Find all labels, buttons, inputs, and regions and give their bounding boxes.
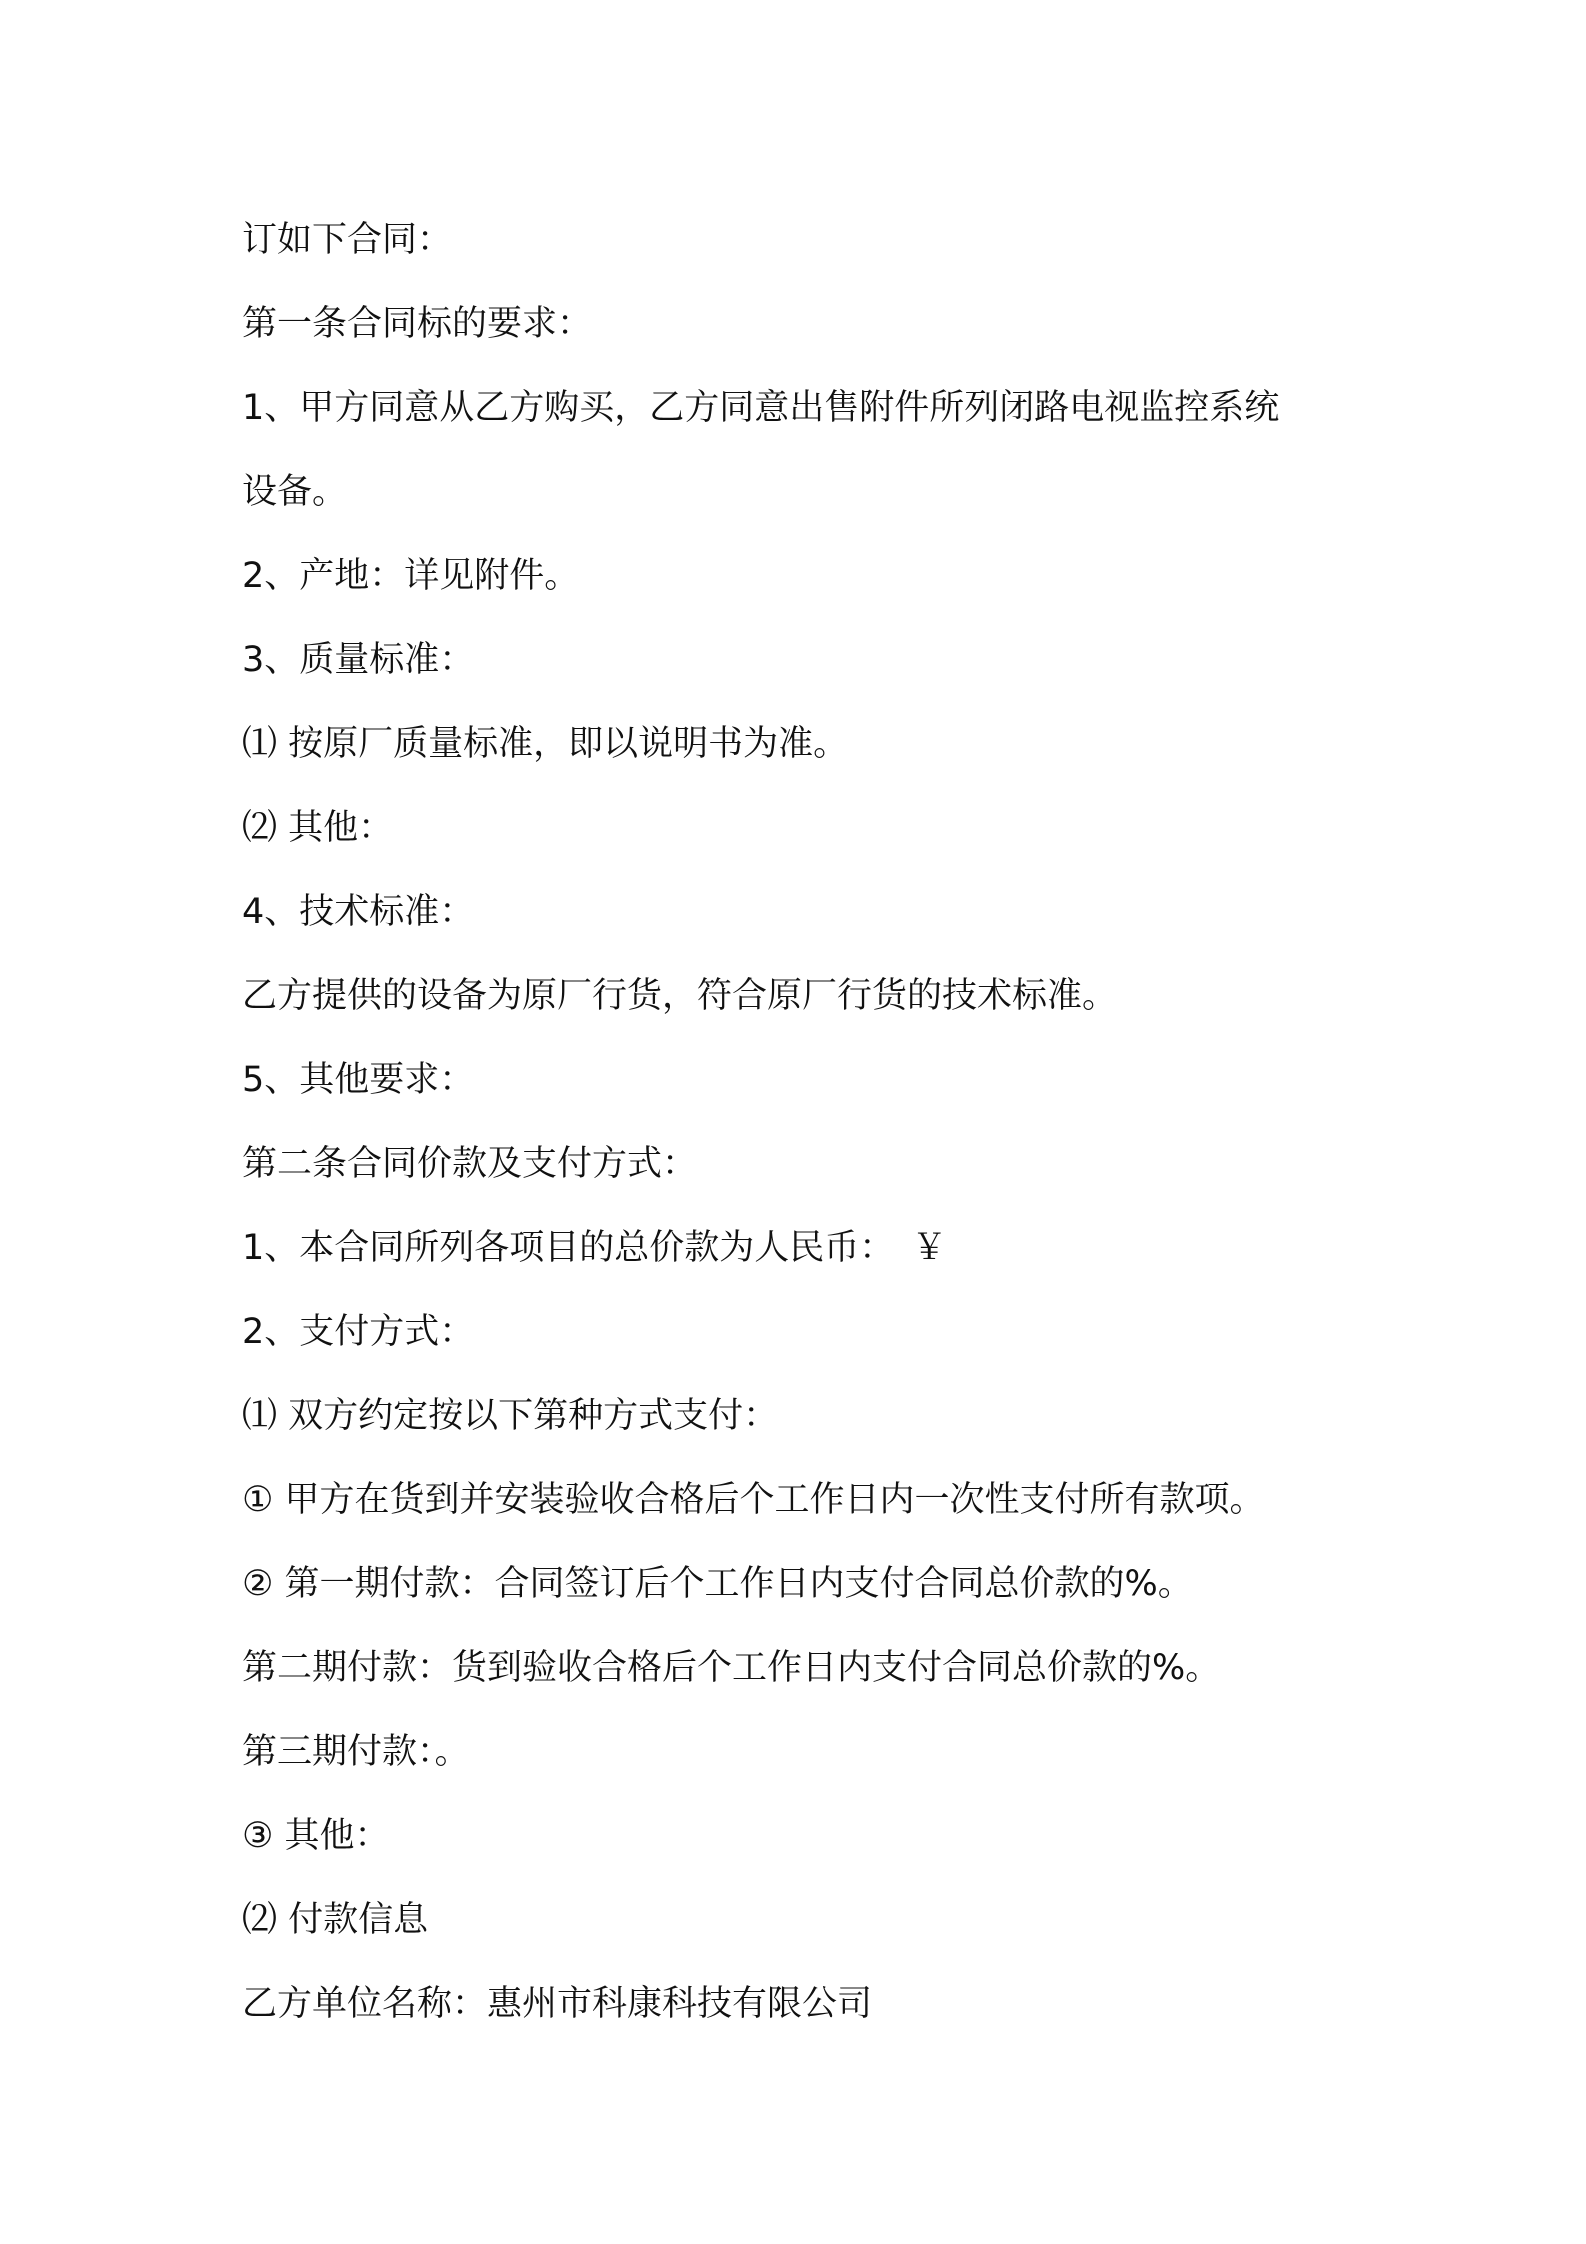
text-line-item-1-cont: 设备。	[242, 472, 348, 512]
text-line-item-5-other: 5、其他要求：	[242, 1060, 475, 1100]
text-line-intro: 订如下合同：	[242, 220, 453, 260]
text-line-payment-info: ⑵ 付款信息	[242, 1900, 429, 1940]
text-line-payment-option-1: ① 甲方在货到并安装验收合格后个工作日内一次性支付所有款项。	[242, 1480, 1265, 1520]
text-line-total-price: 1、本合同所列各项目的总价款为人民币： ￥	[242, 1228, 947, 1268]
text-line-quality-2: ⑵ 其他：	[242, 808, 394, 848]
text-line-second-payment: 第二期付款：货到验收合格后个工作日内支付合同总价款的%。	[242, 1648, 1221, 1688]
section-heading-article-1: 第一条合同标的要求：	[242, 304, 593, 344]
section-heading-article-2: 第二条合同价款及支付方式：	[242, 1144, 698, 1184]
text-line-technical-desc: 乙方提供的设备为原厂行货，符合原厂行货的技术标准。	[242, 976, 1118, 1016]
text-line-payment-option-3: ③ 其他：	[242, 1816, 390, 1856]
contract-body	[242, 198, 1392, 2046]
text-line-item-2-origin: 2、产地：详见附件。	[242, 556, 580, 596]
text-line-payment-method: 2、支付方式：	[242, 1312, 475, 1352]
text-line-quality-1: ⑴ 按原厂质量标准，即以说明书为准。	[242, 724, 849, 764]
text-line-company-name: 乙方单位名称：惠州市科康科技有限公司	[242, 1984, 873, 2024]
text-line-item-1: 1、甲方同意从乙方购买，乙方同意出售附件所列闭路电视监控系统	[242, 388, 1280, 428]
text-line-item-3-quality: 3、质量标准：	[242, 640, 475, 680]
text-line-item-4-technical: 4、技术标准：	[242, 892, 475, 932]
text-line-payment-option-2: ② 第一期付款：合同签订后个工作日内支付合同总价款的%。	[242, 1564, 1193, 1604]
text-line-payment-agreement: ⑴ 双方约定按以下第种方式支付：	[242, 1396, 779, 1436]
text-line-third-payment: 第三期付款：。	[242, 1732, 470, 1772]
